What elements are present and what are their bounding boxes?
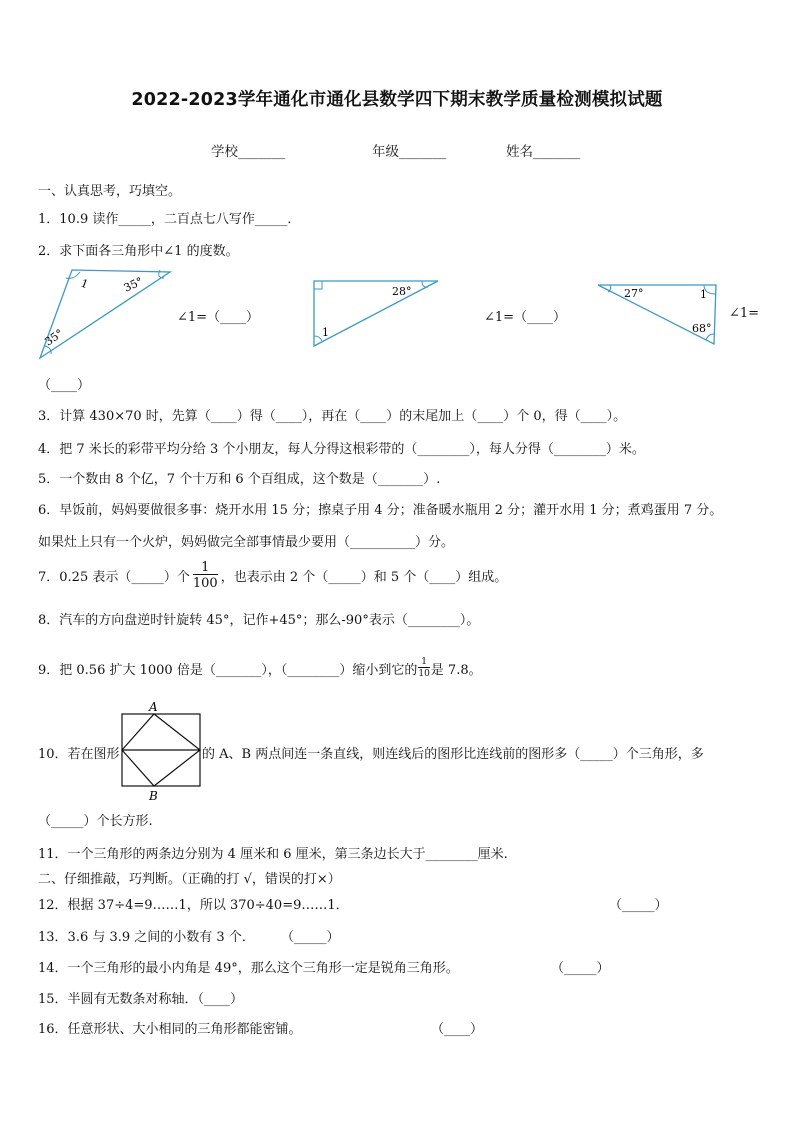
question-14: 14．一个三角形的最小内角是 49°，那么这个三角形一定是锐角三角形。: [38, 961, 459, 976]
question-1: 1．10.9 读作_____，二百点七八写作_____．: [38, 212, 301, 227]
question-9: [38, 652, 482, 684]
question-4: 4．把 7 米长的彩带平均分给 3 个小朋友，每人分得这根彩带的（________），每人分得（________）米。: [38, 442, 645, 457]
triangle-3-angle-27: 27°: [624, 287, 644, 300]
triangle-figure-2: [310, 278, 444, 350]
question-8: 8．汽车的方向盘逆时针旋转 45°，记作+45°；那么-90°表示（________）。: [38, 613, 480, 628]
section-1-heading: 一、认真思考，巧填空。: [38, 184, 182, 199]
question-16: 16．任意形状、大小相同的三角形都能密铺。: [38, 1022, 302, 1037]
triangle-2-angle-1: 1: [322, 326, 329, 339]
page-title: 2022-2023学年通化市通化县数学四下期末教学质量检测模拟试题: [131, 90, 663, 110]
question-6-line-1: 6．早饭前，妈妈要做很多事：烧开水用 15 分；擦桌子用 4 分；准备暖水瓶用 2 分；灌开水用 1 分；煮鸡蛋用 7 分。: [38, 503, 723, 518]
triangle-figure-3: [596, 282, 722, 348]
triangle-3-answer[interactable]: ∠1=: [729, 306, 760, 321]
triangle-3-angle-1: 1: [700, 288, 707, 301]
question-5: 5．一个数由 8 个亿，7 个十万和 6 个百组成，这个数是（_______）.: [38, 472, 441, 487]
question-7: [38, 555, 507, 595]
triangle-2-angle-28: 28°: [392, 285, 412, 298]
question-11: 11．一个三角形的两条边分别为 4 厘米和 6 厘米，第三条边长大于________厘米.: [38, 847, 508, 862]
question-13: 13．3.6 与 3.9 之间的小数有 3 个．: [38, 930, 255, 945]
question-7-pre: 7．0.25 表示（_____）个: [38, 569, 190, 585]
triangle-1-answer[interactable]: ∠1=（____）: [177, 310, 260, 325]
grade-field[interactable]: 年级_______: [372, 144, 447, 160]
triangle-3-angle-68: 68°: [692, 322, 712, 335]
question-9-post: 是 7.8。: [430, 662, 482, 678]
question-10-pre: 10．若在图形: [38, 747, 120, 762]
question-15: 15．半圆有无数条对称轴．（____）: [38, 992, 244, 1007]
point-a-label: A: [149, 700, 158, 714]
question-6-line-2: 如果灶上只有一个火炉，妈妈做完全部事情最少要用（__________）分。: [38, 535, 455, 550]
triangle-1-angle-1: 1: [78, 276, 90, 292]
triangle-figure-1: [36, 266, 176, 362]
question-13-answer[interactable]: （_____）: [281, 930, 340, 945]
fraction-1-10: $\frac{1}{10}$: [418, 656, 430, 679]
triangle-1-angle-bottom: 35°: [42, 326, 66, 349]
question-12: 12．根据 37÷4=9……1，所以 370÷40=9……1．: [38, 898, 349, 913]
question-9-pre: 9．把 0.56 扩大 1000 倍是（_______），（________）缩小到它的: [38, 662, 418, 678]
school-field[interactable]: 学校_______: [211, 144, 286, 160]
point-b-label: B: [149, 789, 158, 803]
question-3: 3．计算 430×70 时，先算（____）得（____），再在（____）的末尾加上（____）个 0，得（____）。: [38, 409, 627, 424]
question-7-post: ，也表示由 2 个（_____）和 5 个（____）组成。: [220, 569, 508, 585]
triangle-2-answer[interactable]: ∠1=（____）: [484, 310, 567, 325]
section-2-heading: 二、仔细推敲，巧判断。（正确的打 √，错误的打×）: [38, 872, 341, 887]
triangle-1-angle-top: 35°: [121, 274, 145, 295]
question-14-answer[interactable]: （_____）: [551, 961, 610, 976]
question-12-answer[interactable]: （_____）: [609, 898, 668, 913]
fraction-1-100: $\frac{1}{100}$: [192, 559, 218, 591]
name-field[interactable]: 姓名_______: [506, 144, 581, 160]
question-10-cont: （_____）个长方形.: [38, 814, 153, 829]
question-16-answer[interactable]: （____）: [431, 1022, 484, 1037]
rectangle-diamond-figure: [116, 700, 206, 804]
question-10-post: 的 A、B 两点间连一条直线，则连线后的图形比连线前的图形多（_____）个三角形，多: [202, 747, 704, 762]
question-2: 2．求下面各三角形中∠1 的度数。: [38, 244, 239, 259]
triangle-3-answer-blank[interactable]: （____）: [38, 378, 91, 393]
